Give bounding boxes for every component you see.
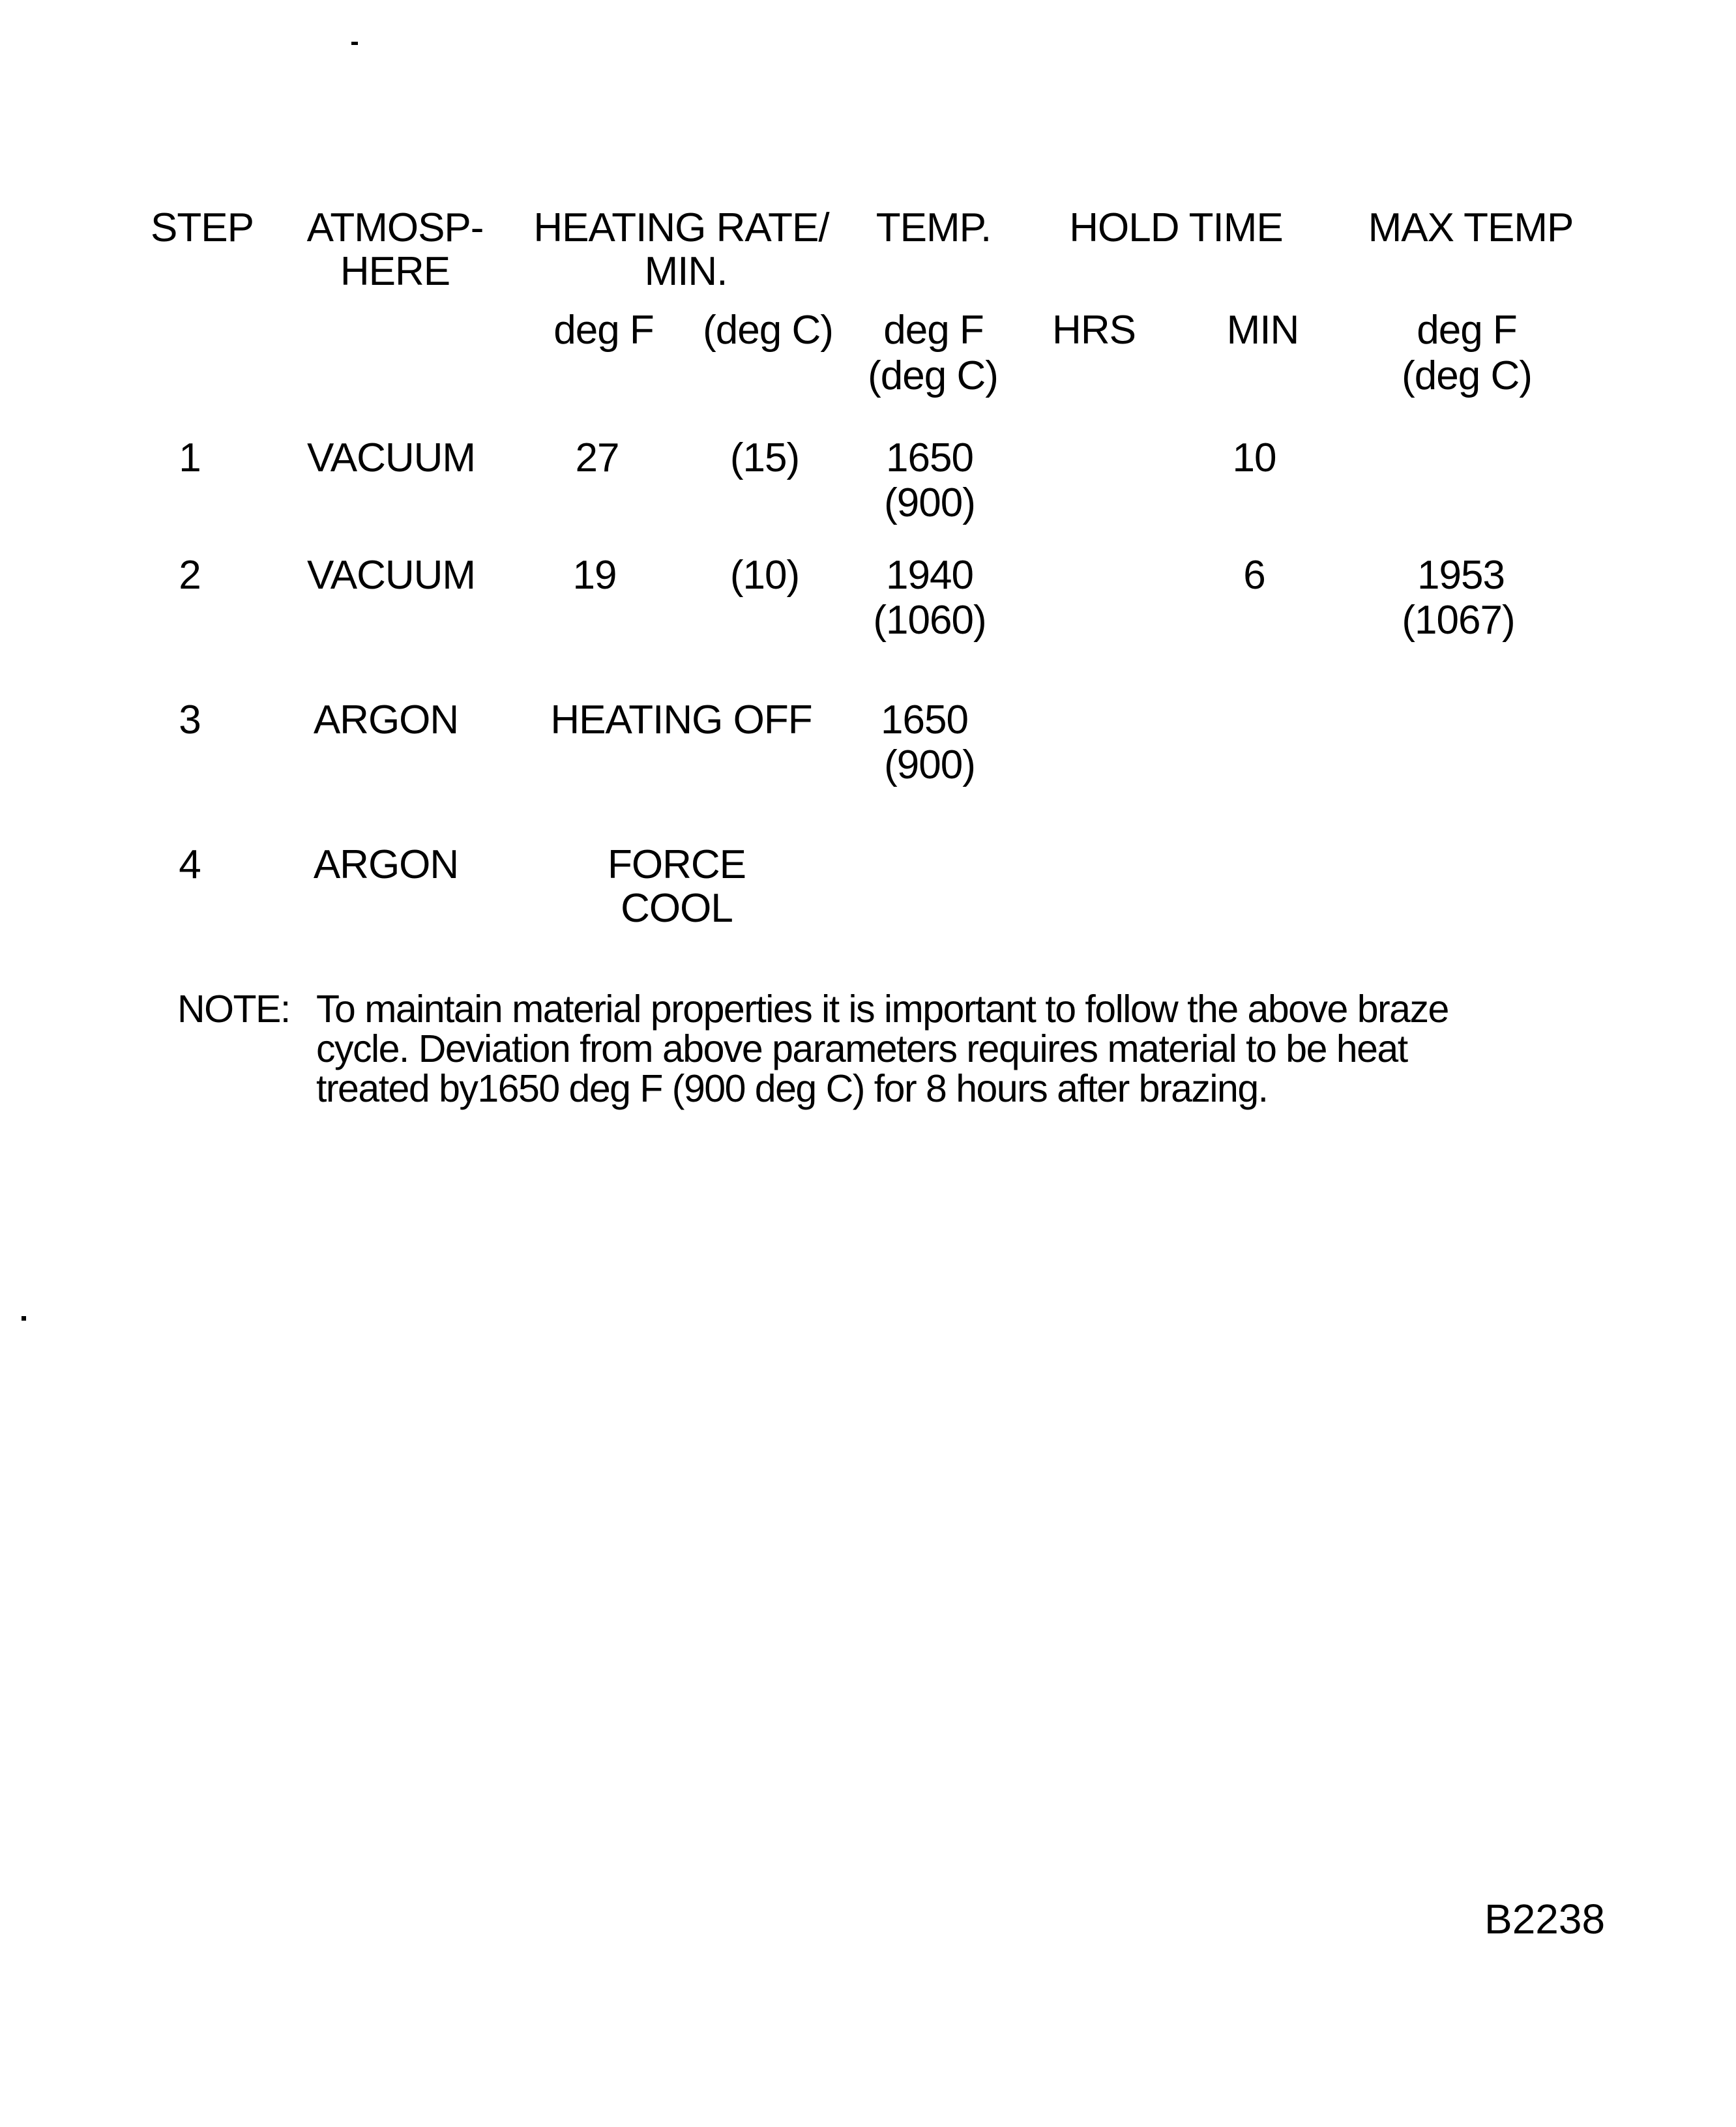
scan-artifact-dot xyxy=(22,1316,26,1321)
header-temp: TEMP. xyxy=(875,205,992,250)
note-label: NOTE: xyxy=(177,988,290,1031)
row3-temp-f: 1650 xyxy=(881,697,968,742)
row4-step: 4 xyxy=(179,842,201,887)
doc-number: B2238 xyxy=(1484,1896,1606,1943)
row2-rate-f: 19 xyxy=(572,553,617,598)
row3-atmosphere: ARGON xyxy=(313,697,459,742)
header-hold-time: HOLD TIME xyxy=(1069,205,1283,250)
row2-atmosphere: VACUUM xyxy=(306,553,476,598)
header-heating-rate-line1: HEATING RATE/ xyxy=(533,205,829,250)
row2-temp-c: (1060) xyxy=(873,598,986,643)
row2-rate-c: (10) xyxy=(729,553,800,598)
row3-rate-text: HEATING OFF xyxy=(550,697,812,742)
header-atmosphere-line1: ATMOSP- xyxy=(306,205,484,250)
unit-rate-deg-c: (deg C) xyxy=(703,308,833,353)
scan-artifact-dash xyxy=(351,42,358,45)
note-line-2: cycle. Deviation from above parameters requires material to be heat xyxy=(316,1027,1407,1070)
row2-max-c: (1067) xyxy=(1402,598,1515,643)
row1-atmosphere: VACUUM xyxy=(306,435,476,480)
row3-temp-c: (900) xyxy=(884,742,975,787)
row1-hold-min: 10 xyxy=(1232,435,1276,480)
header-step: STEP xyxy=(151,205,254,250)
note-line-1: To maintain material properties it is important to follow the above braze xyxy=(316,988,1449,1031)
unit-hold-min: MIN xyxy=(1226,308,1299,353)
unit-max-deg-c: (deg C) xyxy=(1402,353,1532,398)
row2-hold-min: 6 xyxy=(1243,553,1265,598)
row1-step: 1 xyxy=(179,435,201,480)
unit-max-deg-f: deg F xyxy=(1417,308,1517,353)
row2-max-f: 1953 xyxy=(1417,553,1505,598)
row1-temp-c: (900) xyxy=(884,480,975,525)
header-atmosphere-line2: HERE xyxy=(340,249,450,294)
row1-rate-c: (15) xyxy=(729,435,800,480)
note-line-3: treated by1650 deg F (900 deg C) for 8 hours after brazing. xyxy=(316,1067,1268,1110)
row4-atmosphere: ARGON xyxy=(313,842,459,887)
row1-temp-f: 1650 xyxy=(886,435,973,480)
row1-rate-f: 27 xyxy=(575,435,619,480)
row3-step: 3 xyxy=(179,697,201,742)
row2-step: 2 xyxy=(179,553,201,598)
unit-hold-hrs: HRS xyxy=(1052,308,1136,353)
unit-rate-deg-f: deg F xyxy=(553,308,654,353)
header-max-temp: MAX TEMP xyxy=(1368,205,1574,250)
row4-rate-line1: FORCE xyxy=(608,842,746,887)
unit-temp-deg-f: deg F xyxy=(883,308,984,353)
row2-temp-f: 1940 xyxy=(886,553,973,598)
row4-rate-line2: COOL xyxy=(621,886,733,931)
unit-temp-deg-c: (deg C) xyxy=(868,353,998,398)
header-heating-rate-line2: MIN. xyxy=(644,249,728,294)
